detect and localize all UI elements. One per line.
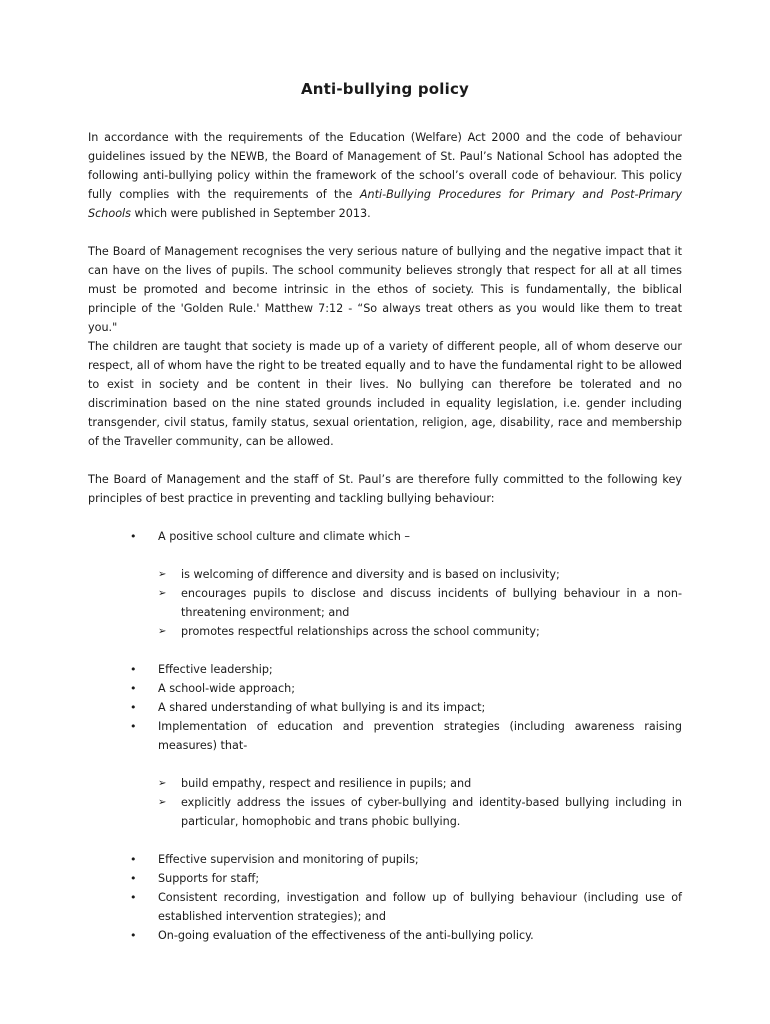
list-item: ➢ build empathy, respect and resilience in pupils; and: [88, 774, 682, 793]
culture-sublist: [88, 565, 682, 641]
list-item: ➢ is welcoming of difference and diversity and is based on inclusivity;: [88, 565, 682, 584]
list-item: • Implementation of education and prevention strategies (including awareness raising measures) that-: [88, 717, 682, 755]
paragraph-board-recognises: The Board of Management recognises the very serious nature of bullying and the negative impact that it can have on the lives of pupils. The school community believes strongly that respect for all at all times must be promoted and become intrinsic in the ethos of society. This is fundamentally, the biblical principle of the 'Golden Rule.' Matthew 7:12 - “So always treat others as you would like them to treat you.": [88, 245, 682, 334]
paragraph-intro: [88, 128, 682, 223]
page-title: Anti-bullying policy: [300, 80, 470, 98]
list-item: • Supports for staff;: [88, 869, 682, 888]
list-item: ➢ explicitly address the issues of cyber-bullying and identity-based bullying including in particular, homophobic and trans phobic bullying.: [88, 793, 682, 831]
principles-list-2: [88, 660, 682, 755]
list-item: • On-going evaluation of the effectiveness of the anti-bullying policy.: [88, 926, 682, 945]
list-item: • Effective leadership;: [88, 660, 682, 679]
list-item: • A shared understanding of what bullying is and its impact;: [88, 698, 682, 717]
list-item: ➢ encourages pupils to disclose and discuss incidents of bullying behaviour in a non-threatening environment; and: [88, 584, 682, 622]
paragraph-commitment: The Board of Management and the staff of St. Paul’s are therefore fully committed to the following key principles of best practice in preventing and tackling bullying behaviour:: [88, 473, 682, 505]
list-item: • A positive school culture and climate which –: [88, 527, 682, 546]
strategies-sublist: [88, 774, 682, 831]
principles-list-3: [88, 850, 682, 945]
paragraph-intro-italic: Anti-Bullying Procedures for Primary and Post-Primary Schools: [88, 188, 682, 220]
list-item: • A school-wide approach;: [88, 679, 682, 698]
paragraph-intro-end: which were published in September 2013.: [130, 207, 371, 220]
list-item: • Effective supervision and monitoring of pupils;: [88, 850, 682, 869]
principles-list-1: [88, 527, 682, 546]
list-item: ➢ promotes respectful relationships across the school community;: [88, 622, 682, 641]
list-item: • Consistent recording, investigation and follow up of bullying behaviour (including use of established intervention strategies); and: [88, 888, 682, 926]
paragraph-children-taught: The children are taught that society is made up of a variety of different people, all of whom deserve our respect, all of whom have the right to be treated equally and to have the fundamental right to be allowed to exist in society and be content in their lives. No bullying can therefore be tolerated and no discrimination based on the nine stated grounds included in equality legislation, i.e. gender including transgender, civil status, family status, sexual orientation, religion, age, disability, race and membership of the Traveller community, can be allowed.: [88, 340, 682, 448]
paragraph-intro-text: In accordance with the requirements of the Education (Welfare) Act 2000 and the code of behaviour guidelines issued by the NEWB, the Board of Management of St. Paul’s National School has adopted the following anti-bullying policy within the framework of the school’s overall code of behaviour. This policy fully complies with the requirements of the: [88, 131, 682, 201]
